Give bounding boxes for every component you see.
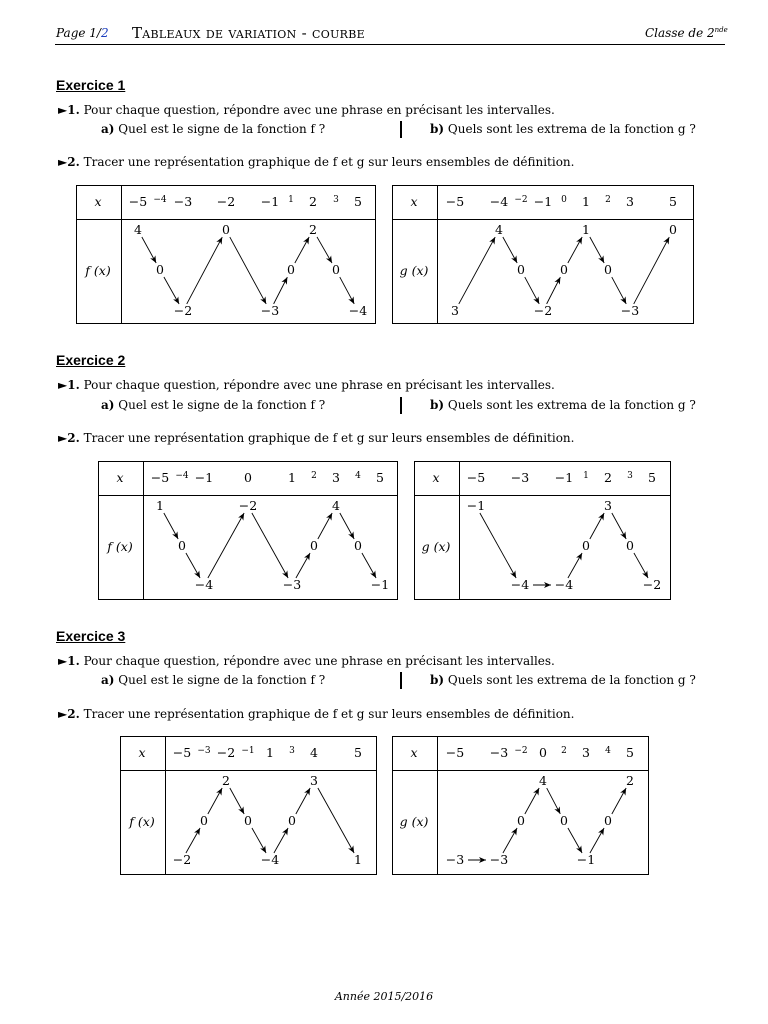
variation-value: 0 — [222, 222, 230, 237]
variation-arrow — [503, 237, 517, 263]
variation-value: 0 — [604, 262, 612, 277]
variation-value: 0 — [332, 262, 340, 277]
variation-arrow — [612, 513, 626, 539]
document-title: Tableaux de variation - courbe — [132, 24, 365, 42]
x-value: 3 — [289, 746, 295, 756]
x-value: 5 — [669, 194, 677, 209]
x-value: 4 — [355, 471, 361, 481]
x-value: 0 — [539, 745, 547, 760]
variation-value: 0 — [560, 813, 568, 828]
function-label: f (x) — [129, 814, 155, 829]
x-value: 3 — [626, 194, 634, 209]
x-value: −4 — [489, 194, 509, 209]
variation-value: 0 — [178, 538, 186, 553]
x-value: 2 — [605, 195, 611, 205]
variation-arrow — [340, 277, 354, 304]
qa-text: Quel est le signe de la fonction f ? — [118, 673, 326, 687]
variation-arrow — [142, 237, 156, 263]
x-value: −5 — [445, 194, 465, 209]
x-value: −2 — [216, 745, 236, 760]
variation-value: 4 — [332, 498, 340, 513]
x-value: −3 — [197, 746, 211, 756]
x-value: −1 — [260, 194, 280, 209]
variation-arrow — [612, 788, 626, 814]
variation-arrow — [164, 277, 179, 304]
x-value: 5 — [354, 194, 362, 209]
variation-arrow — [503, 828, 517, 853]
variation-arrow — [568, 828, 582, 853]
qa-label: a) — [101, 673, 115, 687]
variation-value: −4 — [194, 577, 214, 592]
variation-arrow — [340, 513, 354, 539]
variation-value: 0 — [560, 262, 568, 277]
x-value: 2 — [311, 471, 317, 481]
x-value: 0 — [561, 195, 567, 205]
variation-arrow — [252, 513, 288, 578]
variation-arrow — [318, 788, 354, 853]
variation-value: −4 — [260, 852, 280, 867]
x-value: 2 — [561, 746, 567, 756]
footer-year: Année 2015/2016 — [334, 990, 434, 1003]
class-label-text: Classe de 2 — [645, 26, 715, 40]
variation-value: 0 — [200, 813, 208, 828]
variation-arrow — [230, 237, 266, 304]
variation-value: −4 — [348, 303, 368, 318]
variation-arrow — [547, 788, 561, 814]
qb-label: b) — [430, 122, 445, 136]
variation-value: −3 — [260, 303, 280, 318]
variation-arrow — [547, 277, 561, 304]
q1-number: ►1. — [58, 103, 80, 117]
variation-value: 0 — [287, 262, 295, 277]
function-label: f (x) — [107, 539, 133, 554]
variation-value: 0 — [604, 813, 612, 828]
x-value: 1 — [582, 194, 590, 209]
qa-text: Quel est le signe de la fonction f ? — [118, 122, 326, 136]
x-value: 1 — [583, 471, 589, 481]
x-value: 1 — [288, 470, 296, 485]
qa-label: a) — [101, 398, 115, 412]
x-value: −1 — [554, 470, 574, 485]
x-value: 5 — [354, 745, 362, 760]
qb-text: Quels sont les extrema de la fonction g ? — [447, 122, 696, 136]
variable-label: x — [410, 745, 418, 760]
q2-text: Tracer une représentation graphique de f et g sur leurs ensembles de définition. — [83, 155, 575, 169]
variation-value: 4 — [539, 773, 547, 788]
x-value: 2 — [604, 470, 612, 485]
variation-value: −1 — [370, 577, 390, 592]
variation-arrow — [525, 277, 539, 304]
variation-value: −2 — [173, 303, 193, 318]
q2-number: ►2. — [58, 431, 80, 445]
variation-value: −2 — [533, 303, 553, 318]
variation-value: −3 — [489, 852, 509, 867]
x-value: −5 — [172, 745, 192, 760]
x-value: 2 — [309, 194, 317, 209]
x-value: 3 — [333, 195, 339, 205]
variation-value: 4 — [495, 222, 503, 237]
exercise-3-title: Exercice 3 — [56, 628, 126, 644]
exercise-2-title: Exercice 2 — [56, 352, 126, 368]
variation-arrow — [208, 788, 222, 814]
variation-value: 0 — [517, 813, 525, 828]
variation-arrow — [296, 788, 310, 814]
x-value: −2 — [216, 194, 236, 209]
q1-number: ►1. — [58, 654, 80, 668]
x-value: −1 — [194, 470, 214, 485]
variation-value: 0 — [156, 262, 164, 277]
variation-value: 2 — [222, 773, 230, 788]
q1-text: Pour chaque question, répondre avec une phrase en précisant les intervalles. — [83, 654, 555, 668]
function-label: f (x) — [85, 263, 111, 278]
variation-arrow — [274, 828, 288, 853]
x-value: −5 — [128, 194, 148, 209]
variation-value: 4 — [134, 222, 142, 237]
variation-arrow — [252, 828, 266, 853]
x-value: −2 — [514, 195, 528, 205]
x-value: 4 — [605, 746, 611, 756]
x-value: 5 — [648, 470, 656, 485]
variable-label: x — [432, 470, 440, 485]
variation-arrow — [164, 513, 178, 539]
x-value: 3 — [332, 470, 340, 485]
variable-label: x — [410, 194, 418, 209]
qb-label: b) — [430, 398, 445, 412]
x-value: −4 — [175, 471, 189, 481]
variation-value: 0 — [517, 262, 525, 277]
variation-arrow — [612, 277, 626, 304]
variable-label: x — [94, 194, 102, 209]
variation-arrow — [634, 237, 669, 304]
qa-label: a) — [101, 122, 115, 136]
variation-value: 1 — [354, 852, 362, 867]
variation-value: −2 — [238, 498, 258, 513]
variation-value: −2 — [172, 852, 192, 867]
variation-arrow — [634, 553, 648, 578]
x-value: 5 — [376, 470, 384, 485]
variation-value: 0 — [669, 222, 677, 237]
variation-value: 2 — [309, 222, 317, 237]
variation-value: −3 — [282, 577, 302, 592]
x-value: 0 — [244, 470, 252, 485]
x-value: −2 — [514, 746, 528, 756]
x-value: 5 — [626, 745, 634, 760]
variation-value: −1 — [466, 498, 486, 513]
variation-arrow — [187, 237, 222, 304]
qb-text: Quels sont les extrema de la fonction g ? — [447, 673, 696, 687]
variation-value: 3 — [604, 498, 612, 513]
variation-arrow — [590, 237, 604, 263]
class-label-sup: nde — [714, 26, 728, 34]
function-label: g (x) — [399, 263, 429, 278]
variation-value: 3 — [451, 303, 459, 318]
variation-arrow — [525, 788, 539, 814]
variation-arrow — [568, 237, 582, 263]
variation-arrow — [296, 553, 310, 578]
x-value: 3 — [582, 745, 590, 760]
variation-value: 2 — [626, 773, 634, 788]
variation-value: 0 — [582, 538, 590, 553]
x-value: 3 — [627, 471, 633, 481]
x-value: 1 — [288, 195, 294, 205]
q1-text: Pour chaque question, répondre avec une phrase en précisant les intervalles. — [83, 378, 555, 392]
x-value: −5 — [445, 745, 465, 760]
x-value: −3 — [489, 745, 509, 760]
x-value: −5 — [466, 470, 486, 485]
qa-text: Quel est le signe de la fonction f ? — [118, 398, 326, 412]
variation-arrow — [295, 237, 309, 263]
q2-text: Tracer une représentation graphique de f et g sur leurs ensembles de définition. — [83, 431, 575, 445]
page-total: 2 — [100, 26, 109, 40]
x-value: −4 — [153, 195, 167, 205]
variation-value: 0 — [354, 538, 362, 553]
x-value: −1 — [533, 194, 553, 209]
function-label: g (x) — [399, 814, 429, 829]
qb-text: Quels sont les extrema de la fonction g ? — [447, 398, 696, 412]
variation-arrow — [230, 788, 244, 814]
variation-arrow — [568, 553, 582, 578]
variation-arrow — [208, 513, 244, 578]
variation-value: 3 — [310, 773, 318, 788]
variation-value: 1 — [156, 498, 164, 513]
variation-value: −2 — [642, 577, 662, 592]
variation-value: −1 — [576, 852, 596, 867]
variation-value: 0 — [626, 538, 634, 553]
variation-value: 0 — [288, 813, 296, 828]
variation-arrow — [186, 828, 200, 853]
variation-arrow — [318, 513, 332, 539]
variation-value: −3 — [620, 303, 640, 318]
variation-value: −3 — [445, 852, 465, 867]
variation-arrow — [317, 237, 332, 263]
q1-number: ►1. — [58, 378, 80, 392]
q2-number: ►2. — [58, 707, 80, 721]
x-value: −5 — [150, 470, 170, 485]
variation-arrow — [480, 513, 516, 578]
variation-value: 1 — [582, 222, 590, 237]
page-label: Page 1/ — [56, 26, 101, 40]
variation-value: 0 — [244, 813, 252, 828]
variation-arrow — [459, 237, 495, 304]
variation-value: −4 — [510, 577, 530, 592]
x-value: 4 — [310, 745, 318, 760]
x-value: −3 — [510, 470, 530, 485]
variation-value: 0 — [310, 538, 318, 553]
variation-arrow — [274, 277, 288, 304]
q2-text: Tracer une représentation graphique de f et g sur leurs ensembles de définition. — [83, 707, 575, 721]
variable-label: x — [138, 745, 146, 760]
function-label: g (x) — [421, 539, 451, 554]
variation-value: −4 — [554, 577, 574, 592]
variation-arrow — [186, 553, 200, 578]
variable-label: x — [116, 470, 124, 485]
q1-text: Pour chaque question, répondre avec une phrase en précisant les intervalles. — [83, 103, 555, 117]
q2-number: ►2. — [58, 155, 80, 169]
x-value: −1 — [241, 746, 255, 756]
qb-label: b) — [430, 673, 445, 687]
x-value: −3 — [173, 194, 193, 209]
variation-arrow — [590, 828, 604, 853]
exercise-1-title: Exercice 1 — [56, 77, 126, 93]
variation-arrow — [362, 553, 376, 578]
variation-arrow — [590, 513, 604, 539]
x-value: 1 — [266, 745, 274, 760]
